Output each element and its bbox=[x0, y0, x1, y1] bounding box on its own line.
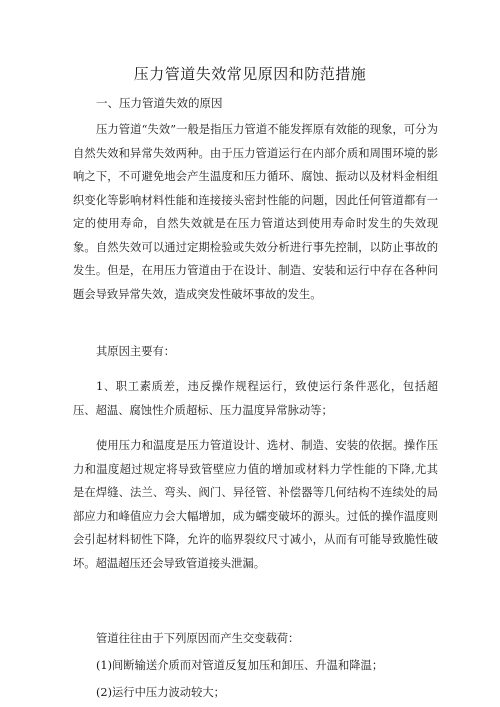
document-title: 压力管道失效常见原因和防范措施 bbox=[133, 65, 367, 83]
paragraph-intro: 压力管道“失效”一般是指压力管道不能发挥原有效能的现象，可分为自然失效和异常失效两种。由于压力管道运行在内部介质和周围环境的影响之下，不可避免地会产生温度和压力循环、腐蚀、振动以及材料金相组织变化等影响材料性能和连接接头密封性能的问题，因此任何管道都有一定的使用寿命，自然失效就是在压力管道达到使用寿命时发生的失效现象。自然失效可以通过定期检验或失效分析进行事先控制，以防止事故的发生。但是，在用压力管道由于在设计、制造、安装和运行中存在各种问题会导致异常失效，造成突发性破坏事故的发生。 bbox=[73, 123, 438, 301]
list-item: (1)间断输送介质而对管道反复加压和卸压、升温和降温； bbox=[96, 659, 384, 672]
paragraph-pressure-temperature: 使用压力和温度是压力管道设计、选材、制造、安装的依据。操作压力和温度超过规定将导致管壁应力值的增加或材料力学性能的下降,尤其是在焊缝、法兰、弯头、阀门、异径管、补偿器等几何结构不连续处的局部应力和峰值应力会大幅增加，成为蠕变破坏的源头。过低的操作温度则会引起材料韧性下降，允许的临界裂纹尺寸减小，从而有可能导致脆性破坏。超温超压还会导致管道接头泄漏。 bbox=[73, 439, 438, 570]
paragraph-cause-1: 1、职工素质差，违反操作规程运行，致使运行条件恶化，包括超压、超温、腐蚀性介质超标、压力温度异常脉动等； bbox=[73, 380, 438, 417]
paragraph-main-causes: 其原因主要有： bbox=[96, 345, 176, 358]
paragraph-alternating-loads: 管道往往由于下列原因而产生交变载荷： bbox=[96, 632, 300, 645]
list-item: (2)运行中压力波动较大； bbox=[96, 686, 225, 699]
section-heading: 一、压力管道失效的原因 bbox=[96, 96, 223, 110]
